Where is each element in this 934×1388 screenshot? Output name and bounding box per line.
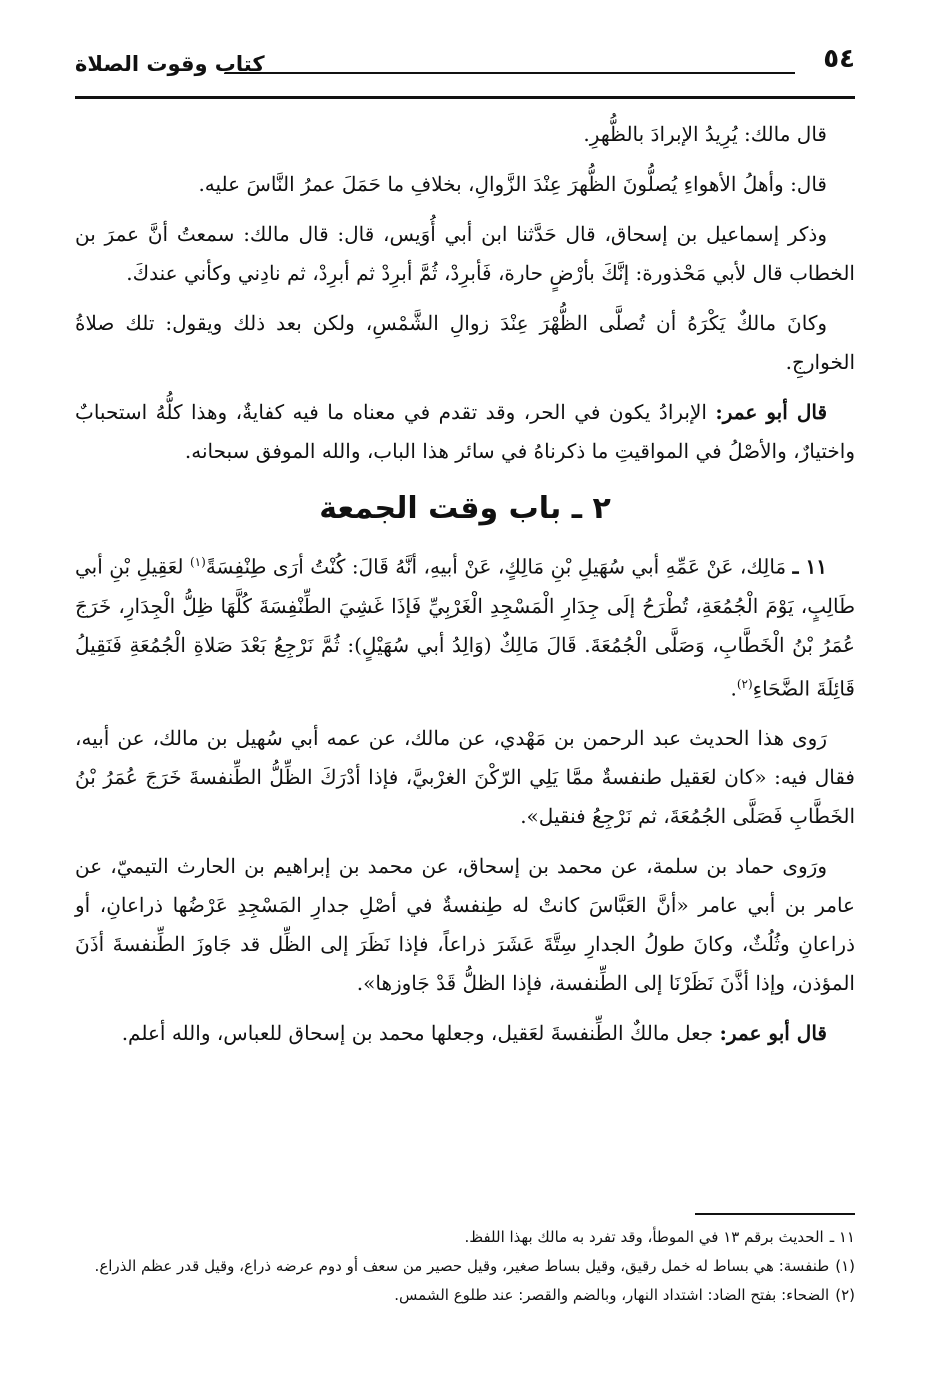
paragraph	[75, 215, 855, 293]
chapter-title: باب وقت الجمعة	[319, 491, 562, 526]
hadith-text	[75, 543, 855, 708]
footnote-text: الحديث برقم ١٣ في الموطأ، وقد تفرد به مالك بهذا اللفظ.	[464, 1228, 824, 1246]
footnote-text: طنفسة: هي بساط له خمل رقيق، وقيل بساط صغير، وقيل حصير من سعف أو دوم عرضه ذراع، وقيل قدر عظم الذراع.	[94, 1257, 830, 1275]
footnote-marker: (١)	[189, 555, 206, 569]
header-divider	[225, 72, 795, 74]
paragraph	[75, 1014, 855, 1053]
speaker-label: قال أبو عمر:	[715, 400, 827, 424]
footnote-mark: (٢)	[835, 1286, 855, 1304]
page-number: ٥٤	[823, 44, 855, 74]
paragraph	[75, 393, 855, 471]
paragraph-text: وذكر إسماعيل بن إسحاق، قال حَدَّثنا ابن أبي أُوَيس، قال: قال مالك: سمعتُ أنَّ عمرَ بن الخطاب قال لأبي مَحْذورة: إنَّكَ بأرْضٍ حارة، فَأبرِدْ، ثُمَّ أبرِدْ ثم أبرِدْ، ثم نادِني وكأني عندكَ.	[75, 222, 855, 285]
paragraph-text: ورَوى حماد بن سلمة، عن محمد بن إسحاق، عن محمد بن إبراهيم بن الحارث التيميّ، عن عامر بن أبي عامر «أنَّ العَبَّاسَ كانتْ له طِنفسةٌ في أصْلِ جدارِ المَسْجِدِ عَرْضُها ذراعانِ، أو ذراعانِ وثُلُثٌ، وكانَ طولُ الجدارِ سِتَّةَ عَشَرَ ذراعاً، فإذا نَظَرَ إلى الظِّل قد جَاوزَ الطِّنفسةَ أذَنَ المؤذن، وإذا أذَّنَ نَظَرْنَا إلى الطِّنفسة، فإذا الظلُّ قَدْ جَاوزها».	[75, 854, 855, 996]
paragraph	[75, 165, 855, 204]
footnote	[75, 1254, 855, 1279]
chapter-separator: ـ	[571, 491, 582, 526]
footnote-divider	[695, 1213, 855, 1215]
hadith-number: ١١ ـ	[792, 554, 828, 579]
paragraph-text: وكانَ مالكٌ يَكْرَهُ أن تُصلَّى الظُّهْرَ عِنْدَ زوالِ الشَّمْسِ، ولكن بعد ذلك ويقول: تلك صلاةُ الخوارجِ.	[75, 311, 855, 374]
hadith-segment: .	[730, 676, 737, 701]
paragraph-text: قال مالك: يُرِيدُ الإبرادَ بالظُّهرِ.	[583, 122, 827, 146]
paragraph-text: رَوى هذا الحديث عبد الرحمن بن مَهْدي، عن مالك، عن عمه أبي سُهيل بن مالك، عن أبيه، فقال فيه: «كان لعَقيل طنفسةٌ ممَّا يَلِي الرّكْنَ الغرْبيَّ، فإذا أدْرَكَ الظِّلُّ الطِّنفسةَ خَرَجَ عُمَرُ بْنُ الخَطَّابِ فَصَلَّى الجُمُعَةَ، ثم نَرْجِعُ فنقيل».	[75, 726, 855, 829]
paragraph	[75, 304, 855, 382]
running-title: كتاب وقوت الصلاة	[75, 52, 265, 76]
hadith-segment: مَالِك، عَنْ عَمِّهِ أبي سُهَيلِ بْنِ مَالِكٍ، عَنْ أبيهِ، أنَّهُ قَالَ: كُنْتُ أرَى طِنْفِسَةً	[205, 554, 793, 579]
footnote-marker: (٢)	[736, 676, 753, 691]
running-header	[75, 40, 855, 99]
speaker-label: قال أبو عمر:	[719, 1021, 827, 1046]
footnote	[75, 1283, 855, 1308]
footnotes	[75, 1213, 855, 1312]
hadith-segment: لعَقِيلِ بْنِ أبي طَالِبٍ، يَوْمَ الْجُمُعَةِ، تُطْرَحُ إلَى جِدَارِ الْمَسْجِدِ الْغَرْبِيِّ فَإذَا غَشِيَ الطِّنْفِسَةَ كُلَّهَا ظِلُّ الْجِدَارِ، خَرَجَ عُمَرُ بْنُ الْخَطَّابِ، وَصَلَّى الْجُمُعَةَ. قَالَ مَالِكٌ (وَالِدُ أبي سُهَيْلٍ): ثُمَّ نَرْجِعُ بَعْدَ صَلاةِ الْجُمُعَةِ فَنَقِيلُ قَائِلَةَ الضَّحَاءِ	[75, 554, 855, 701]
footnote	[75, 1225, 855, 1250]
footnote-text: الضحاء: بفتح الضاد: اشتداد النهار، وبالضم والقصر: عند طلوع الشمس.	[394, 1286, 830, 1304]
chapter-number: ٢	[592, 491, 611, 526]
paragraph-text: الإبرادُ يكون في الحر، وقد تقدم في معناه ما فيه كفايةٌ، وهذا كلُّهُ استحبابٌ واختيارٌ، والأصْلُ في المواقيتِ ما ذكرناهُ في سائر هذا الباب، والله الموفق سبحانه.	[75, 400, 855, 463]
paragraph-text: جعل مالكٌ الطِّنفسةَ لعَقيل، وجعلها محمد بن إسحاق للعباس، والله أعلم.	[121, 1021, 720, 1046]
footnote-mark: ١١ ـ	[829, 1228, 855, 1246]
paragraph	[75, 719, 855, 836]
chapter-heading	[75, 487, 855, 531]
footnote-mark: (١)	[835, 1257, 855, 1275]
paragraph	[75, 847, 855, 1003]
paragraph	[75, 115, 855, 154]
paragraph-text: قال: وأهلُ الأهواءِ يُصلُّونَ الظُّهرَ عِنْدَ الزَّوالِ، بخلافِ ما حَمَلَ عمرُ النَّاسَ عليه.	[198, 172, 827, 196]
main-text	[75, 115, 855, 1064]
